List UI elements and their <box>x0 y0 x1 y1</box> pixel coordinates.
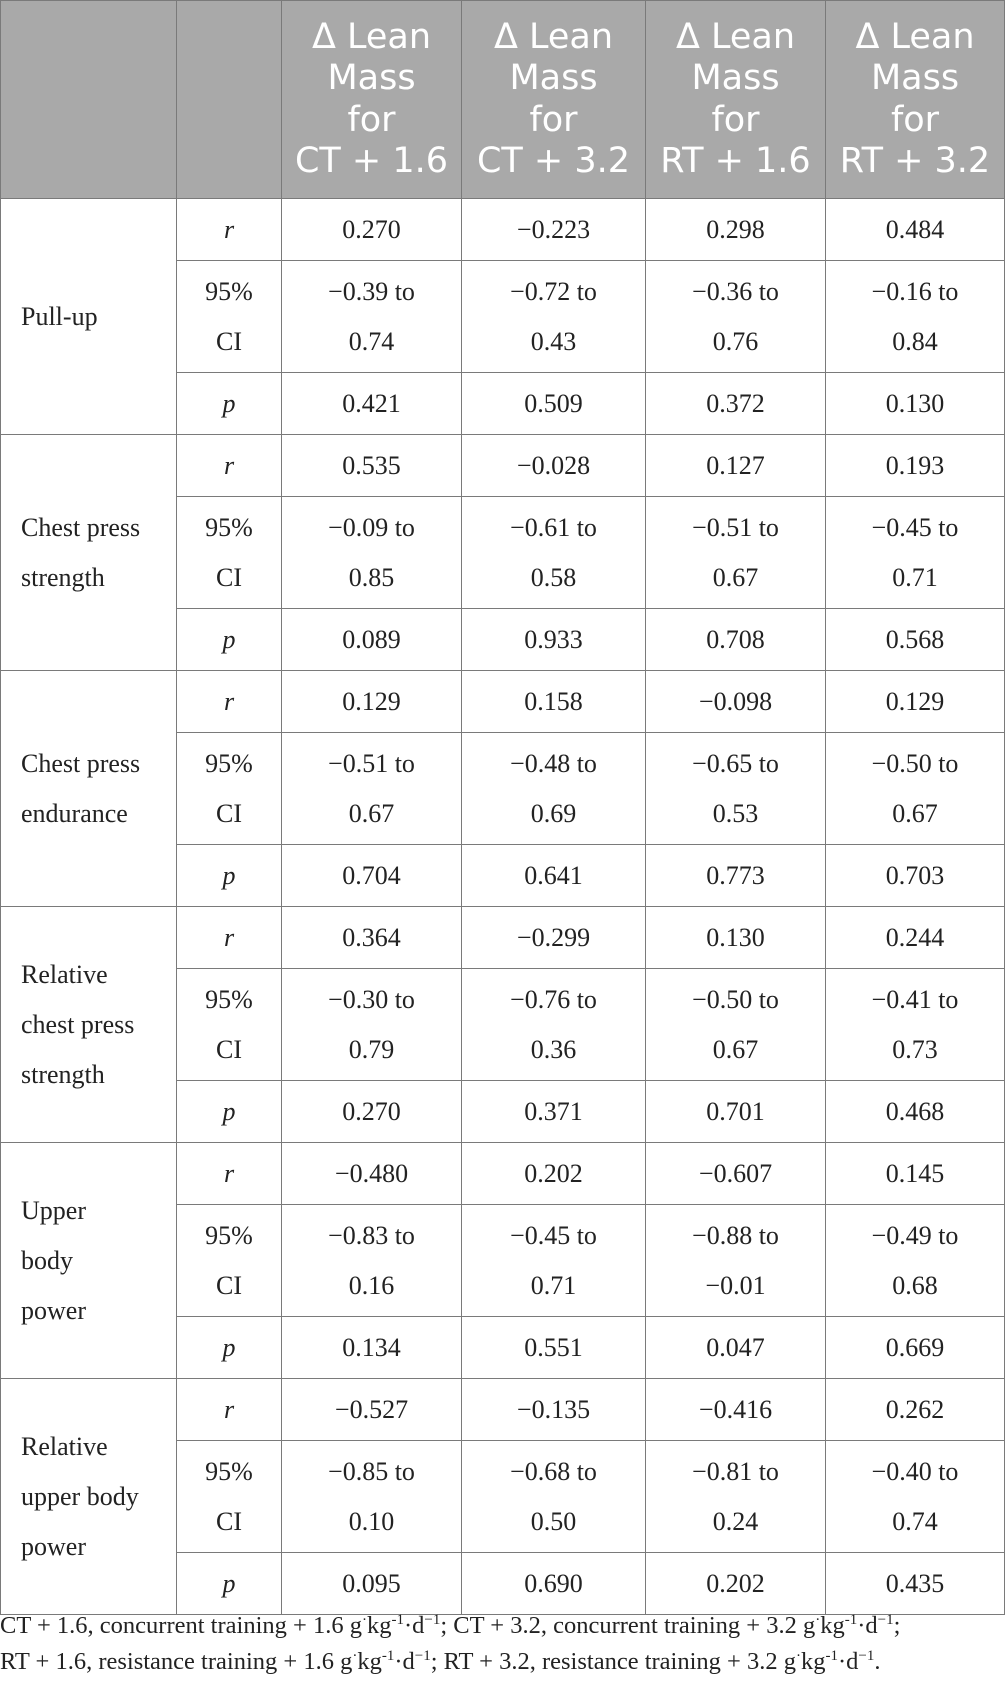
p-value-cell: 0.509 <box>462 373 646 435</box>
stat-label-ci <box>177 261 282 373</box>
r-value-cell: 0.364 <box>282 907 462 969</box>
ci-value-line: −0.51 to <box>328 748 415 778</box>
ci-value-line: −0.72 to <box>510 276 597 306</box>
stat-label-ci-line: CI <box>216 1506 242 1536</box>
ci-value-line: 0.53 <box>712 798 759 828</box>
r-value-cell: −0.416 <box>646 1379 826 1441</box>
r-value-cell: −0.299 <box>462 907 646 969</box>
table-row-r <box>1 671 1005 733</box>
ci-value-cell <box>826 733 1005 845</box>
r-value-cell: 0.298 <box>646 199 826 261</box>
footnote-segment: . <box>874 1648 881 1675</box>
footnote-segment: · <box>361 1611 367 1628</box>
ci-value-cell <box>462 1205 646 1317</box>
r-value-cell: 0.145 <box>826 1143 1005 1205</box>
stat-label-ci-line: 95% <box>205 1456 253 1486</box>
r-value-cell: 0.484 <box>826 199 1005 261</box>
column-header-line: Δ Lean <box>311 16 432 57</box>
ci-value-cell <box>646 497 826 609</box>
stat-label-r: r <box>177 435 282 497</box>
table-row-r <box>1 435 1005 497</box>
ci-value-line: −0.40 to <box>871 1456 959 1486</box>
ci-value-cell <box>826 497 1005 609</box>
ci-value-line: −0.61 to <box>510 512 597 542</box>
ci-value-cell <box>462 1441 646 1553</box>
measure-label <box>1 671 177 907</box>
p-value-cell: 0.773 <box>646 845 826 907</box>
ci-value-line: 0.16 <box>348 1270 395 1300</box>
footnote-segment: −1 <box>877 1611 894 1628</box>
footnote-segment: ; RT + 3.2, resistance training + 3.2 g <box>430 1648 796 1675</box>
column-header-line: for <box>890 99 940 140</box>
footnote-segment: kg <box>800 1648 826 1675</box>
ci-value-cell <box>826 1441 1005 1553</box>
footnote-segment: · <box>795 1647 801 1664</box>
p-value-cell: 0.704 <box>282 845 462 907</box>
ci-value-line: −0.16 to <box>871 276 959 306</box>
ci-value-line: −0.81 to <box>692 1456 779 1486</box>
footnote-segment: ; CT + 3.2, concurrent training + 3.2 g <box>440 1612 816 1639</box>
r-value-cell: −0.480 <box>282 1143 462 1205</box>
ci-value-line: 0.67 <box>348 798 395 828</box>
footnote-line-2 <box>0 1644 1004 1680</box>
ci-value-cell <box>462 261 646 373</box>
column-header-2 <box>462 1 646 199</box>
p-value-cell: 0.708 <box>646 609 826 671</box>
ci-value-cell <box>462 497 646 609</box>
footnote-segment: kg <box>820 1612 845 1639</box>
stat-label-r: r <box>177 1143 282 1205</box>
p-value-cell: 0.130 <box>826 373 1005 435</box>
ci-value-line: −0.09 to <box>328 512 415 542</box>
ci-value-line: −0.45 to <box>510 1220 597 1250</box>
p-value-cell: 0.703 <box>826 845 1005 907</box>
footnote-segment: -1 <box>825 1647 838 1664</box>
stat-label-p: p <box>177 1553 282 1615</box>
stat-label-ci <box>177 733 282 845</box>
header-row <box>1 1 1005 199</box>
column-header-line: RT + 3.2 <box>839 141 991 181</box>
p-value-cell: 0.669 <box>826 1317 1005 1379</box>
ci-value-line: −0.36 to <box>692 276 779 306</box>
measure-label-line: endurance <box>21 798 128 828</box>
r-value-cell: 0.158 <box>462 671 646 733</box>
ci-value-line: 0.76 <box>712 326 759 356</box>
ci-value-line: 0.43 <box>530 326 577 356</box>
ci-value-line: −0.65 to <box>692 748 779 778</box>
stat-label-ci-line: 95% <box>205 984 253 1014</box>
p-value-cell: 0.134 <box>282 1317 462 1379</box>
p-value-cell: 0.371 <box>462 1081 646 1143</box>
table-row-r <box>1 1379 1005 1441</box>
ci-value-line: 0.74 <box>348 326 395 356</box>
measure-label-line: body <box>21 1245 73 1275</box>
stat-label-ci <box>177 1205 282 1317</box>
ci-value-cell <box>282 261 462 373</box>
ci-value-cell <box>462 733 646 845</box>
ci-value-cell <box>646 733 826 845</box>
footnote-segment: · <box>815 1611 821 1628</box>
ci-value-cell <box>646 261 826 373</box>
measure-label <box>1 1379 177 1615</box>
p-value-cell: 0.690 <box>462 1553 646 1615</box>
ci-value-cell <box>282 969 462 1081</box>
stat-label-ci <box>177 497 282 609</box>
stat-label-p: p <box>177 373 282 435</box>
ci-value-line: 0.69 <box>530 798 577 828</box>
ci-value-line: −0.01 <box>705 1270 766 1300</box>
footnote-segment: −1 <box>424 1611 441 1628</box>
footnote-segment: ·d <box>857 1612 878 1639</box>
ci-value-line: 0.71 <box>892 562 938 592</box>
ci-value-line: 0.67 <box>712 562 759 592</box>
ci-value-cell <box>646 969 826 1081</box>
ci-value-line: −0.51 to <box>692 512 779 542</box>
r-value-cell: 0.202 <box>462 1143 646 1205</box>
measure-label-line: Upper <box>21 1195 86 1225</box>
p-value-cell: 0.372 <box>646 373 826 435</box>
table-row-r <box>1 1143 1005 1205</box>
r-value-cell: 0.129 <box>282 671 462 733</box>
footnote-segment: −1 <box>414 1647 431 1664</box>
ci-value-line: −0.48 to <box>510 748 597 778</box>
ci-value-line: 0.67 <box>712 1034 759 1064</box>
stat-label-ci-line: CI <box>216 1034 242 1064</box>
ci-value-cell <box>282 1205 462 1317</box>
ci-value-cell <box>826 261 1005 373</box>
ci-value-line: 0.85 <box>348 562 395 592</box>
measure-label <box>1 907 177 1143</box>
stat-label-ci-line: CI <box>216 562 242 592</box>
column-header-line: Δ Lean <box>675 16 796 57</box>
ci-value-line: 0.68 <box>892 1270 938 1300</box>
stat-label-p: p <box>177 1081 282 1143</box>
ci-value-line: 0.58 <box>530 562 577 592</box>
p-value-cell: 0.435 <box>826 1553 1005 1615</box>
column-header-line: CT + 1.6 <box>294 141 449 181</box>
measure-label-line: Relative <box>21 1431 108 1461</box>
footnote-segment: ·d <box>837 1648 859 1675</box>
ci-value-cell <box>282 497 462 609</box>
p-value-cell: 0.701 <box>646 1081 826 1143</box>
ci-value-line: −0.76 to <box>510 984 597 1014</box>
column-header-line: Mass <box>327 58 416 98</box>
p-value-cell: 0.089 <box>282 609 462 671</box>
measure-label-line: chest press <box>21 1009 135 1039</box>
stat-label-r: r <box>177 199 282 261</box>
ci-value-line: −0.88 to <box>692 1220 779 1250</box>
column-header-line: Mass <box>509 58 598 98</box>
header-empty-measure <box>1 1 177 199</box>
column-header-line: for <box>711 99 760 140</box>
ci-value-cell <box>282 733 462 845</box>
column-header-1 <box>282 1 462 199</box>
r-value-cell: −0.098 <box>646 671 826 733</box>
r-value-cell: −0.223 <box>462 199 646 261</box>
ci-value-line: 0.24 <box>712 1506 759 1536</box>
ci-value-line: −0.39 to <box>328 276 415 306</box>
stat-label-ci-line: 95% <box>205 512 253 542</box>
ci-value-line: −0.50 to <box>871 748 959 778</box>
footnote-segment: -1 <box>381 1647 395 1664</box>
ci-value-line: −0.30 to <box>328 984 415 1014</box>
footnote-segment: -1 <box>391 1611 404 1628</box>
ci-value-line: −0.83 to <box>328 1220 415 1250</box>
r-value-cell: 0.244 <box>826 907 1005 969</box>
table-row-r <box>1 199 1005 261</box>
p-value-cell: 0.270 <box>282 1081 462 1143</box>
footnote-segment: kg <box>366 1612 392 1639</box>
measure-label-line: Chest press <box>21 512 141 542</box>
ci-value-line: −0.45 to <box>871 512 959 542</box>
r-value-cell: 0.129 <box>826 671 1005 733</box>
measure-label-line: upper body <box>21 1481 139 1511</box>
column-header-line: for <box>529 99 578 140</box>
column-header-line: Δ Lean <box>855 16 975 57</box>
ci-value-cell <box>462 969 646 1081</box>
stat-label-ci-line: CI <box>216 798 242 828</box>
stat-label-p: p <box>177 1317 282 1379</box>
ci-value-line: −0.68 to <box>510 1456 597 1486</box>
ci-value-line: 0.10 <box>348 1506 395 1536</box>
measure-label-line: strength <box>21 562 105 592</box>
stat-label-ci-line: 95% <box>205 1220 253 1250</box>
footnote-segment: ·d <box>394 1648 415 1675</box>
column-header-line: CT + 3.2 <box>476 141 631 181</box>
measure-label-line: power <box>21 1531 86 1561</box>
ci-value-cell <box>646 1441 826 1553</box>
p-value-cell: 0.095 <box>282 1553 462 1615</box>
ci-value-line: 0.36 <box>530 1034 577 1064</box>
ci-value-line: 0.84 <box>892 326 938 356</box>
stat-label-ci <box>177 1441 282 1553</box>
measure-label-line: Relative <box>21 959 108 989</box>
measure-label-line: Chest press <box>21 748 141 778</box>
r-value-cell: −0.135 <box>462 1379 646 1441</box>
stat-label-ci-line: CI <box>216 1270 242 1300</box>
ci-value-line: 0.71 <box>530 1270 577 1300</box>
r-value-cell: −0.028 <box>462 435 646 497</box>
p-value-cell: 0.933 <box>462 609 646 671</box>
footnote-segment: RT + 1.6, resistance training + 1.6 g <box>0 1648 353 1675</box>
measure-label <box>1 199 177 435</box>
p-value-cell: 0.202 <box>646 1553 826 1615</box>
p-value-cell: 0.468 <box>826 1081 1005 1143</box>
column-header-3 <box>646 1 826 199</box>
ci-value-cell <box>646 1205 826 1317</box>
stat-label-ci <box>177 969 282 1081</box>
ci-value-line: −0.85 to <box>328 1456 415 1486</box>
column-header-line: RT + 1.6 <box>660 141 811 181</box>
r-value-cell: −0.607 <box>646 1143 826 1205</box>
ci-value-line: 0.67 <box>892 798 938 828</box>
column-header-line: Mass <box>870 58 960 98</box>
footnote-segment: ·d <box>403 1612 425 1639</box>
ci-value-cell <box>282 1441 462 1553</box>
stat-label-r: r <box>177 671 282 733</box>
footnote-line-1 <box>0 1608 1004 1644</box>
stat-label-r: r <box>177 1379 282 1441</box>
stat-label-ci-line: 95% <box>205 276 253 306</box>
footnote-segment: ; <box>893 1612 901 1639</box>
ci-value-line: 0.79 <box>348 1034 395 1064</box>
header-empty-stat <box>177 1 282 199</box>
p-value-cell: 0.551 <box>462 1317 646 1379</box>
stat-label-ci-line: CI <box>216 326 242 356</box>
footnote-segment: −1 <box>858 1647 875 1664</box>
r-value-cell: 0.262 <box>826 1379 1005 1441</box>
r-value-cell: 0.270 <box>282 199 462 261</box>
footnote-segment: -1 <box>844 1611 858 1628</box>
r-value-cell: −0.527 <box>282 1379 462 1441</box>
stat-label-p: p <box>177 609 282 671</box>
measure-label-line: strength <box>21 1059 105 1089</box>
column-header-line: Mass <box>691 58 780 98</box>
measure-label-line: Pull-up <box>21 301 98 331</box>
r-value-cell: 0.127 <box>646 435 826 497</box>
ci-value-line: −0.41 to <box>871 984 959 1014</box>
stat-label-p: p <box>177 845 282 907</box>
p-value-cell: 0.047 <box>646 1317 826 1379</box>
p-value-cell: 0.641 <box>462 845 646 907</box>
ci-value-cell <box>826 969 1005 1081</box>
r-value-cell: 0.535 <box>282 435 462 497</box>
measure-label <box>1 435 177 671</box>
ci-value-line: −0.50 to <box>692 984 779 1014</box>
p-value-cell: 0.568 <box>826 609 1005 671</box>
ci-value-cell <box>826 1205 1005 1317</box>
stat-label-ci-line: 95% <box>205 748 253 778</box>
stat-label-r: r <box>177 907 282 969</box>
ci-value-line: 0.50 <box>530 1506 577 1536</box>
measure-label-line: power <box>21 1295 86 1325</box>
ci-value-line: −0.49 to <box>871 1220 959 1250</box>
column-header-line: Δ Lean <box>493 16 614 57</box>
footnote-segment: · <box>352 1647 358 1664</box>
r-value-cell: 0.130 <box>646 907 826 969</box>
measure-label <box>1 1143 177 1379</box>
footnote-segment: kg <box>357 1648 382 1675</box>
column-header-4 <box>826 1 1005 199</box>
ci-value-line: 0.73 <box>892 1034 938 1064</box>
table-footnote <box>0 1608 1004 1680</box>
r-value-cell: 0.193 <box>826 435 1005 497</box>
ci-value-line: 0.74 <box>892 1506 938 1536</box>
p-value-cell: 0.421 <box>282 373 462 435</box>
table-row-r <box>1 907 1005 969</box>
column-header-line: for <box>347 99 396 140</box>
footnote-segment: CT + 1.6, concurrent training + 1.6 g <box>0 1612 362 1639</box>
